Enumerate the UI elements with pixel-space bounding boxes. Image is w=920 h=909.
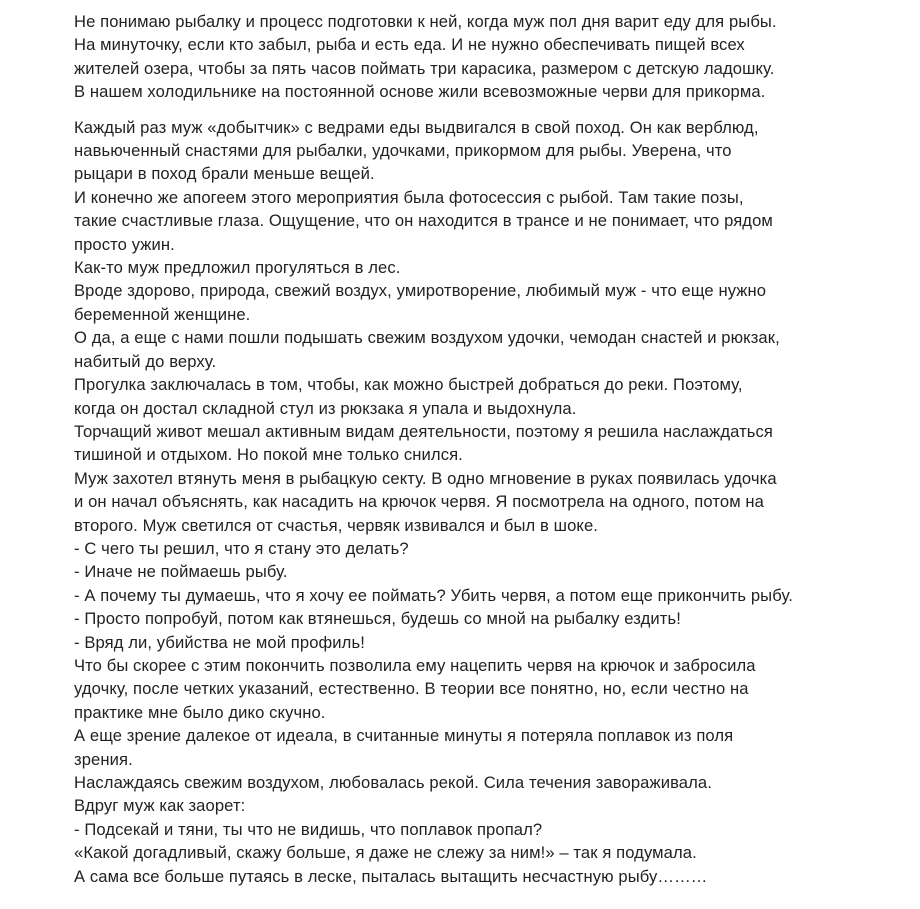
text-line: А еще зрение далекое от идеала, в считанные минуты я потеряла поплавок из поля <box>74 726 734 746</box>
text-line: беременной женщине. <box>74 304 251 324</box>
text-line: «Какой догадливый, скажу больше, я даже не слежу за ним!» – так я подумала. <box>74 843 697 863</box>
text-line: Не понимаю рыбалку и процесс подготовки к ней, когда муж пол дня варит еду для рыбы. <box>74 12 777 31</box>
text-line: Вроде здорово, природа, свежий воздух, умиротворение, любимый муж - что еще нужно <box>74 281 767 301</box>
text-line: Прогулка заключалась в том, чтобы, как можно быстрей добраться до реки. Поэтому, <box>74 375 743 395</box>
text-line: Что бы скорее с этим покончить позволила ему нацепить червя на крючок и забросила <box>74 655 756 675</box>
text-line: И конечно же апогеем этого мероприятия была фотосессия с рыбой. Там такие позы, <box>74 187 744 207</box>
text-line: - С чего ты решил, что я стану это делать? <box>74 538 409 558</box>
paragraph <box>74 10 914 104</box>
text-line: На минуточку, если кто забыл, рыба и есть еда. И не нужно обеспечивать пищей всех <box>74 35 745 55</box>
text-line: - А почему ты думаешь, что я хочу ее поймать? Убить червя, а потом еще прикончить рыбу. <box>74 585 793 605</box>
text-line: практике мне было дико скучно. <box>74 702 326 722</box>
text-line: А сама все больше путаясь в леске, пыталась вытащить несчастную рыбу……… <box>74 866 708 886</box>
text-line: Муж захотел втянуть меня в рыбацкую секту. В одно мгновение в руках появилась удочка <box>74 468 777 488</box>
post-text <box>74 10 914 888</box>
text-line: - Просто попробуй, потом как втянешься, будешь со мной на рыбалку ездить! <box>74 609 681 629</box>
text-line: Каждый раз муж «добытчик» с ведрами еды выдвигался в свой поход. Он как верблюд, <box>74 117 759 137</box>
text-line: набитый до верху. <box>74 351 217 371</box>
text-line: - Иначе не поймаешь рыбу. <box>74 562 288 582</box>
text-line: - Вряд ли, убийства не мой профиль! <box>74 632 365 652</box>
text-line: Наслаждаясь свежим воздухом, любовалась рекой. Сила течения завораживала. <box>74 773 712 792</box>
paragraph <box>74 116 914 888</box>
text-line: рыцари в поход брали меньше вещей. <box>74 164 375 184</box>
text-line: навьюченный снастями для рыбалки, удочками, прикормом для рыбы. Уверена, что <box>74 141 732 161</box>
text-line: удочку, после четких указаний, естественно. В теории все понятно, но, если честно на <box>74 679 749 699</box>
text-line: такие счастливые глаза. Ощущение, что он находится в трансе и не понимает, что рядом <box>74 211 773 231</box>
text-line: и он начал объяснять, как насадить на крючок червя. Я посмотрела на одного, потом на <box>74 492 765 512</box>
text-line: Торчащий живот мешал активным видам деятельности, поэтому я решила наслаждаться <box>74 421 774 441</box>
text-line: когда он достал складной стул из рюкзака я упала и выдохнула. <box>74 398 577 418</box>
text-line: тишиной и отдыхом. Но покой мне только снился. <box>74 445 463 465</box>
text-line: - Подсекай и тяни, ты что не видишь, что поплавок пропал? <box>74 819 543 839</box>
text-line: В нашем холодильнике на постоянной основе жили всевозможные черви для прикорма. <box>74 82 766 102</box>
text-line: Как-то муж предложил прогуляться в лес. <box>74 258 401 278</box>
text-line: просто ужин. <box>74 234 175 254</box>
text-line: О да, а еще с нами пошли подышать свежим воздухом удочки, чемодан снастей и рюкзак, <box>74 328 780 348</box>
text-line: жителей озера, чтобы за пять часов поймать три карасика, размером с детскую ладошку. <box>74 58 775 78</box>
text-line: зрения. <box>74 749 133 769</box>
text-line: второго. Муж светился от счастья, червяк извивался и был в шоке. <box>74 515 598 535</box>
text-line: Вдруг муж как заорет: <box>74 796 246 816</box>
